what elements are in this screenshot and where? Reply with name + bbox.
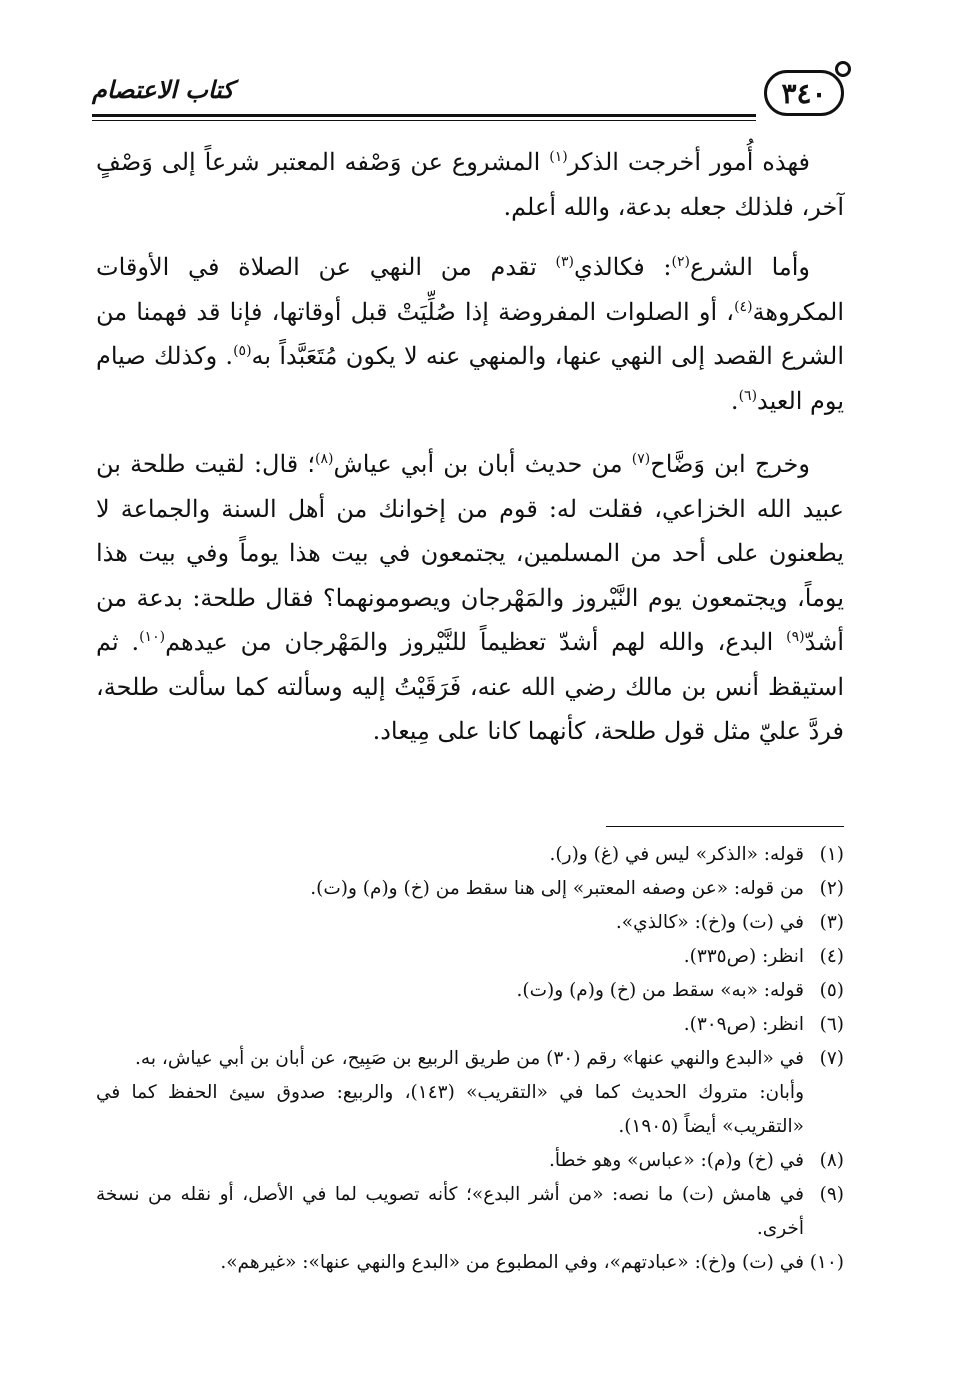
footnote-marker: (١٠) — [139, 629, 166, 645]
footnote-marker: (٤) — [734, 298, 753, 315]
footnote-number: (١٠) — [809, 1252, 844, 1273]
footnote-number: (٦) — [819, 1014, 844, 1035]
footnote-text: انظر: (ص٣٣٥). — [683, 946, 804, 967]
text-segment: . — [730, 386, 739, 415]
page-number: ٣٤٠ — [764, 70, 844, 116]
footnote — [96, 1246, 844, 1280]
text-segment: : فكالذي — [573, 253, 672, 281]
footnote-number: (١) — [819, 844, 844, 865]
footnote-number: (٧) — [819, 1048, 844, 1069]
footnote-marker: (٣) — [555, 254, 574, 270]
footnote-number: (٨) — [819, 1150, 844, 1171]
header-rule-thin — [92, 120, 756, 121]
text-segment: . ثم استيقظ أنس بن مالك رضي الله عنه، فَرَقَيْتُ إليه وسألته كما سألت طلحة، فردَّ عليّ مثل قول طلحة، كأنهما كانا على مِيعاد. — [96, 628, 844, 745]
paragraph — [96, 140, 844, 229]
footnote-marker: (٥) — [233, 343, 252, 359]
footnote — [96, 1008, 844, 1042]
book-title: كتاب الاعتصام — [92, 76, 234, 104]
text-segment: . وكذلك صيام يوم العيد — [96, 342, 844, 415]
paragraph — [96, 245, 844, 423]
footnote — [96, 1042, 844, 1076]
footnote-marker: (٨) — [315, 451, 334, 467]
footnote-text: في «البدع والنهي عنها» رقم (٣٠) من طريق الربيع بن صَبِيح، عن أبان بن أبي عياش، به. — [135, 1048, 804, 1069]
header-rule — [92, 114, 756, 117]
footnote-marker: (٢) — [671, 254, 690, 270]
footnote-text: في (ت) و(خ): «عبادتهم»، وفي المطبوع من «البدع والنهي عنها»: «غيرهم». — [220, 1252, 804, 1273]
footnote-text: في (خ) و(م): «عباس» وهو خطأ. — [549, 1150, 804, 1171]
footnote-text: في (ت) و(خ): «كالذي». — [615, 912, 804, 933]
footnote-marker: (١) — [549, 149, 568, 165]
text-segment: تقدم من النهي عن الصلاة في الأوقات المكروهة — [96, 253, 844, 326]
page-header — [92, 62, 844, 128]
footnote-continuation: وأبان: متروك الحديث كما في «التقريب» (١٤٣)، والربيع: صدوق سيئ الحفظ كما في «التقريب» أيضاً (١٩٠٥). — [96, 1082, 804, 1137]
text-segment: من حديث أبان بن أبي عياش — [333, 450, 632, 478]
text-segment: ، أو الصلوات المفروضة إذا صُلِّيَتْ قبل أوقاتها، فإنا قد فهمنا من الشرع القصد إلى النهي عنها، والمنهي عنه لا يكون مُتَعَبَّداً به — [96, 297, 844, 370]
footnote-separator — [606, 826, 844, 827]
text-segment: البدع، والله لهم أشدّ تعظيماً للنَّيْروز والمَهْرجان من عيدهم — [165, 628, 787, 656]
footnote — [96, 872, 844, 906]
text-segment: وخرج ابن وَضَّاح — [650, 450, 810, 478]
main-text — [96, 140, 844, 770]
footnote-number: (٣) — [819, 912, 844, 933]
footnote-marker: (٧) — [631, 451, 651, 467]
footnote — [96, 906, 844, 940]
footnote — [96, 838, 844, 872]
text-segment: وأما الشرع — [689, 253, 810, 281]
footnote-text: في هامش (ت) ما نصه: «من أشر البدع»؛ كأنه تصويب لما في الأصل، أو نقله من نسخة أخرى. — [96, 1184, 804, 1239]
footnote — [96, 940, 844, 974]
footnote-number: (٢) — [819, 878, 844, 899]
footnotes — [96, 838, 844, 1280]
footnote-number: (٥) — [819, 980, 844, 1001]
footnote-marker: (٩) — [786, 629, 805, 645]
footnote-number: (٤) — [819, 946, 844, 967]
footnote-text: قوله: «به» سقط من (خ) و(م) و(ت). — [516, 980, 804, 1001]
footnote-number: (٩) — [819, 1184, 844, 1205]
text-segment: ؛ قال: لقيت طلحة بن عبيد الله الخزاعي، فقلت له: قوم من إخوانك من أهل السنة والجماعة لا يطعنون على أحد من المسلمين، يجتمعون في بيت هذا يوماً وفي بيت هذا يوماً، ويجتمعون يوم النَّيْروز والمَهْرجان ويصومونهما؟ فقال طلحة: بدعة من أشدّ — [96, 450, 845, 656]
text-segment: المشروع عن وَصْفه المعتبر شرعاً إلى وَصْفٍ آخر، فلذلك جعله بدعة، والله أعلم. — [96, 148, 844, 221]
footnote-text: انظر: (ص٣٠٩). — [683, 1014, 804, 1035]
footnote-marker: (٦) — [738, 387, 758, 404]
footnote — [96, 974, 844, 1008]
footnote-text: من قوله: «عن وصفه المعتبر» إلى هنا سقط من (خ) و(م) و(ت). — [310, 878, 804, 899]
text-segment: فهذه أُمور أخرجت الذكر — [567, 148, 811, 176]
footnote — [96, 1144, 844, 1178]
paragraph — [96, 442, 844, 754]
footnote-text: قوله: «الذكر» ليس في (غ) و(ر). — [549, 844, 804, 865]
footnote — [96, 1178, 844, 1246]
